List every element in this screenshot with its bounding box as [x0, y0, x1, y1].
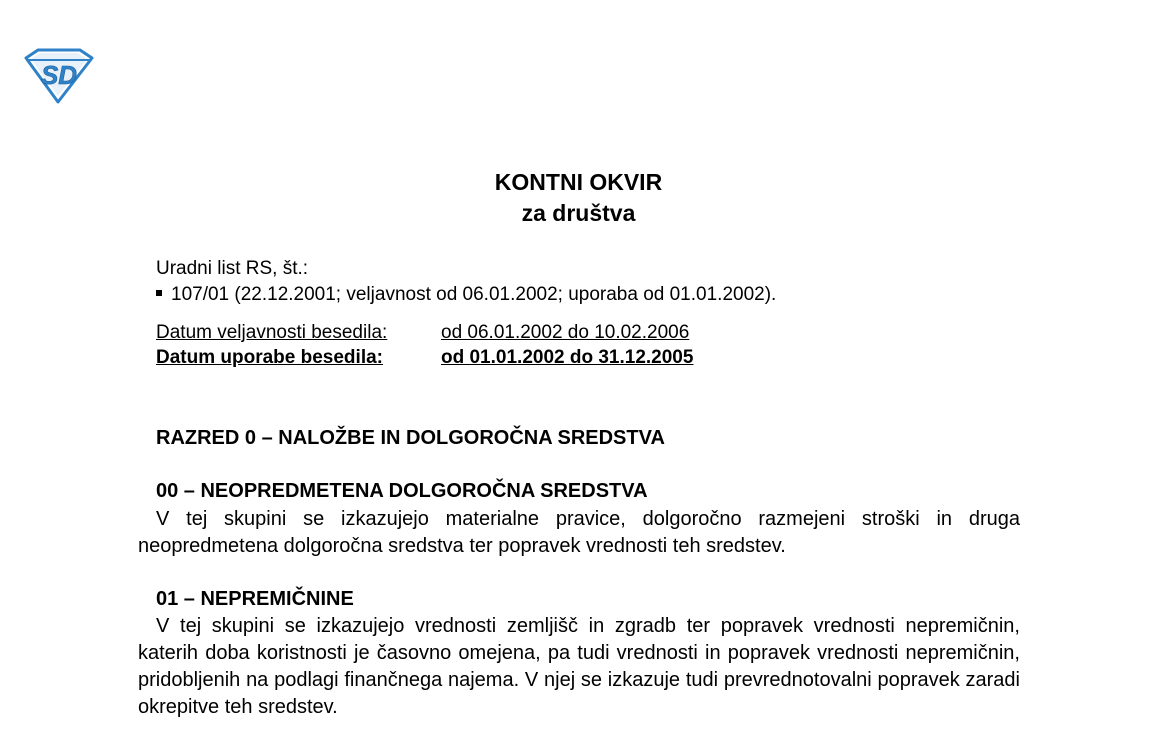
- group-00-text: V tej skupini se izkazujejo materialne pravice, dolgoročno razmejeni stroški in druga neopredmetena dolgoročna sredstva ter popravek vrednosti teh sredstev.: [138, 508, 1020, 557]
- validity-label: Datum veljavnosti besedila:: [156, 322, 388, 343]
- bullet-icon: [156, 290, 162, 296]
- sd-logo-icon: [22, 48, 96, 104]
- group-01-heading: 01 – NEPREMIČNINE: [156, 588, 354, 610]
- usage-value: od 01.01.2002 do 31.12.2005: [441, 347, 694, 368]
- class-0-heading: RAZRED 0 – NALOŽBE IN DOLGOROČNA SREDSTVA: [156, 427, 665, 449]
- validity-dates: [156, 321, 689, 345]
- group-00-heading: 00 – NEOPREDMETENA DOLGOROČNA SREDSTVA: [156, 480, 648, 502]
- group-01-text: V tej skupini se izkazujejo vrednosti zemljišč in zgradb ter popravek vrednosti nepremičnin, katerih doba koristnosti je časovno omejena, pa tudi vrednosti in popravek vrednosti nepremičnin, pridobljenih na podlagi finančnega najema. V njej se izkazuje tudi prevrednotovalni popravek zaradi okrepitve teh sredstev.: [138, 615, 1020, 718]
- validity-value: od 06.01.2002 do 10.02.2006: [441, 322, 690, 343]
- logo-text: SD: [40, 60, 78, 90]
- document-title: KONTNI OKVIR: [494, 169, 663, 195]
- document-subtitle: za društva: [521, 200, 636, 226]
- usage-dates: [156, 346, 693, 370]
- source-label: Uradni list RS, št.:: [156, 258, 309, 279]
- source-entry: [156, 283, 776, 307]
- source-entry-text: 107/01 (22.12.2001; veljavnost od 06.01.2002; uporaba od 01.01.2002).: [171, 284, 777, 305]
- usage-label: Datum uporabe besedila:: [156, 347, 383, 368]
